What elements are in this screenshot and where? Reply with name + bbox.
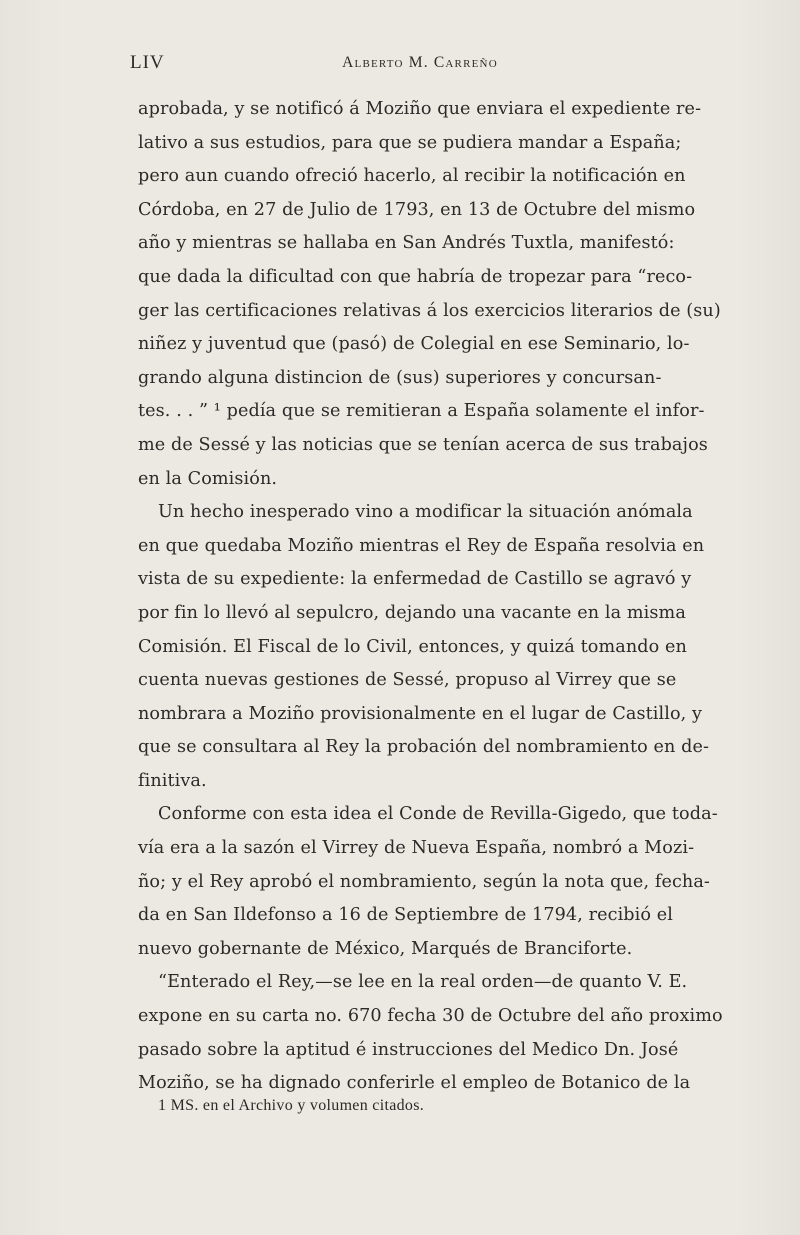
text-line: Córdoba, en 27 de Julio de 1793, en 13 de Octubre del mismo [138, 199, 696, 220]
page-header [130, 52, 710, 80]
text-line: Un hecho inesperado vino a modificar la situación anómala [158, 502, 693, 523]
text-line: finitiva. [138, 770, 207, 791]
text-line: por fin lo llevó al sepulcro, dejando una vacante en la misma [138, 602, 686, 623]
text-line: vía era a la sazón el Virrey de Nueva España, nombró a Mozi- [138, 838, 695, 859]
text-line: pero aun cuando ofreció hacerlo, al recibir la notificación en [138, 166, 686, 187]
text-line: tes. . . ” ¹ pedía que se remitieran a España solamente el infor- [138, 401, 705, 422]
text-line: Comisión. El Fiscal de lo Civil, entonces, y quizá tomando en [138, 636, 687, 657]
text-line: cuenta nuevas gestiones de Sessé, propuso al Virrey que se [138, 670, 677, 691]
text-line: que dada la dificultad con que habría de tropezar para “reco- [138, 266, 693, 287]
text-line: en la Comisión. [138, 468, 278, 489]
text-line: Conforme con esta idea el Conde de Revilla-Gigedo, que toda- [158, 804, 718, 825]
text-line: nombrara a Moziño provisionalmente en el lugar de Castillo, y [138, 703, 703, 724]
text-line: aprobada, y se notificó á Moziño que enviara el expediente re- [138, 99, 702, 119]
text-line: “Enterado el Rey,—se lee en la real orden—de quanto V. E. [158, 972, 688, 993]
text-line: niñez y juventud que (pasó) de Colegial en ese Seminario, lo- [138, 334, 690, 355]
text-line: Moziño, se ha dignado conferirle el empleo de Botanico de la [138, 1073, 691, 1094]
text-line: expone en su carta no. 670 fecha 30 de Octubre del año proximo [138, 1006, 723, 1027]
text-line: año y mientras se hallaba en San Andrés Tuxtla, manifestó: [138, 233, 675, 254]
text-line: vista de su expediente: la enfermedad de Castillo se agravó y [138, 569, 692, 590]
footnote: 1 MS. en el Archivo y volumen citados. [158, 1097, 425, 1114]
text-line: grando alguna distincion de (sus) superiores y concursan- [138, 367, 662, 388]
text-line: nuevo gobernante de México, Marqués de Branciforte. [138, 938, 633, 959]
body-text [138, 93, 723, 1101]
text-line: me de Sessé y las noticias que se tenían acerca de sus trabajos [138, 434, 708, 455]
page-number: LIV [130, 52, 165, 73]
text-line: que se consultara al Rey la probación del nombramiento en de- [138, 737, 710, 758]
text-line: ño; y el Rey aprobó el nombramiento, según la nota que, fecha- [138, 871, 710, 892]
text-line: lativo a sus estudios, para que se pudiera mandar a España; [138, 132, 682, 153]
text-line: ger las certificaciones relativas á los exercicios literarios de (su) [138, 300, 721, 321]
text-line: da en San Ildefonso a 16 de Septiembre de 1794, recibió el [138, 905, 674, 926]
text-line: en que quedaba Moziño mientras el Rey de España resolvia en [138, 535, 705, 556]
running-head: Alberto M. Carreño [342, 54, 498, 71]
text-line: pasado sobre la aptitud é instrucciones del Medico Dn. José [138, 1039, 679, 1060]
